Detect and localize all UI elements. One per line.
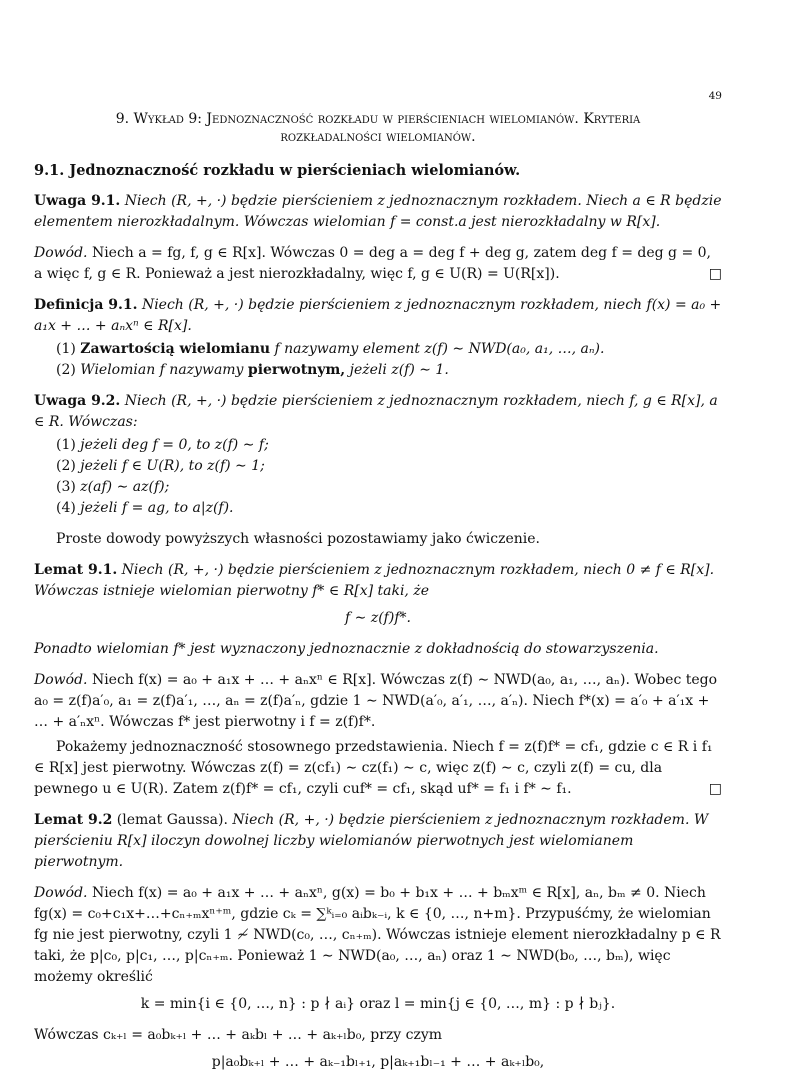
lemma-text: Niech (R, +, ·) będzie pierścieniem z jednoznacznym rozkładem. W pierścieniu R[x] iloczyn dowolnej liczby wielomianów pierwotnych jest wielomianem pierwotnym.	[34, 812, 709, 870]
remark-9-2	[34, 391, 722, 433]
item-number: (4)	[56, 500, 76, 516]
remark-label: Uwaga 9.1.	[34, 193, 121, 209]
lemma-paren: (lemat Gaussa).	[116, 812, 228, 828]
remark-text: Niech (R, +, ·) będzie pierścieniem z jednoznacznym rozkładem. Niech a ∈ R będzie elementem nierozkładalnym. Wówczas wielomian f = const.a jest nierozkładalny w R[x].	[34, 193, 722, 230]
qed-symbol: □	[708, 266, 722, 282]
page-number: 49	[708, 90, 722, 102]
proof-label: Dowód.	[34, 885, 88, 901]
lemma-formula: f ∼ z(f)f*.	[345, 610, 411, 626]
remark-items	[34, 435, 722, 519]
remark-note: Proste dowody powyższych własności pozostawiamy jako ćwiczenie.	[56, 531, 540, 547]
remark-9-1	[34, 191, 722, 233]
proof-label: Dowód.	[34, 672, 88, 688]
chapter-title	[34, 110, 722, 146]
item-number: (1)	[56, 437, 76, 453]
definition-item	[34, 339, 722, 360]
section-title	[34, 160, 722, 181]
chapter-title-line1: 9. Wykład 9: Jednoznaczność rozkładu w pierścieniach wielomianów. Kryteria	[115, 111, 641, 127]
item-number: (3)	[56, 479, 76, 495]
definition-9-1	[34, 295, 722, 337]
chapter-title-line2: rozkładalności wielomianów.	[280, 129, 476, 145]
lemma-text-continued: Ponadto wielomian f* jest wyznaczony jednoznacznie z dokładnością do stowarzyszenia.	[34, 641, 659, 657]
proof-lemma-9-1	[34, 670, 722, 733]
proof-text: Pokażemy jednoznaczność stosownego przedstawienia. Niech f = z(f)f* = cf₁, gdzie c ∈ R i f₁ ∈ R[x] jest pierwotny. Wówczas z(f) = z(cf₁) ∼ cz(f₁) ∼ c, więc z(f) ∼ c, czyli z(f) = cu, dla pewnego u ∈ U(R). Zatem z(f)f* = cf₁, czyli cuf* = cf₁, skąd uf* = f₁ i f* ∼ f₁.	[34, 739, 713, 797]
remark-item	[34, 498, 722, 519]
proof-formula-divisibility: p|a₀bₖ₊ₗ + … + aₖ₋₁bₗ₊₁, p|aₖ₊₁bₗ₋₁ + … + aₖ₊ₗb₀,	[211, 1054, 545, 1070]
item-text: jeżeli f = ag, to a|z(f).	[80, 500, 234, 516]
item-term: pierwotnym,	[247, 362, 346, 378]
proof-uniqueness	[34, 737, 722, 800]
item-text: Wielomian f nazywamy	[80, 362, 248, 378]
lemma-label: Lemat 9.2	[34, 812, 113, 828]
section-number: 9.1.	[34, 162, 65, 179]
remark-item	[34, 477, 722, 498]
lemma-label: Lemat 9.1.	[34, 562, 118, 578]
lemma-9-1	[34, 560, 722, 602]
item-term: Zawartością wielomianu	[80, 341, 271, 357]
lemma-9-2	[34, 810, 722, 873]
proof-text-continued: Wówczas cₖ₊ₗ = a₀bₖ₊ₗ + … + aₖbₗ + … + aₖ₊ₗb₀, przy czym	[34, 1027, 443, 1043]
proof-lemma-9-2	[34, 883, 722, 988]
item-number: (2)	[56, 362, 76, 378]
qed-symbol: □	[708, 781, 722, 797]
proof-formula-min: k = min{i ∈ {0, …, n} : p ∤ aᵢ} oraz l = min{j ∈ {0, …, m} : p ∤ bⱼ}.	[140, 996, 616, 1012]
item-text: f nazywamy element z(f) ∼ NWD(a₀, a₁, …, aₙ).	[270, 341, 605, 357]
item-text: z(af) ∼ az(f);	[80, 479, 170, 495]
proof-text: Niech f(x) = a₀ + a₁x + … + aₙxⁿ ∈ R[x]. Wówczas z(f) ∼ NWD(a₀, a₁, …, aₙ). Wobec tego a₀ = z(f)a′₀, a₁ = z(f)a′₁, …, aₙ = z(f)a′ₙ, gdzie 1 ∼ NWD(a′₀, a′₁, …, a′ₙ). Niech f*(x) = a′₀ + a′₁x + … + a′ₙxⁿ. Wówczas f* jest pierwotny i f = z(f)f*.	[34, 672, 718, 730]
definition-item	[34, 360, 722, 381]
item-text: jeżeli z(f) ∼ 1.	[345, 362, 449, 378]
item-number: (2)	[56, 458, 76, 474]
item-text: jeżeli f ∈ U(R), to z(f) ∼ 1;	[80, 458, 265, 474]
remark-item	[34, 456, 722, 477]
proof-text: Niech a = fg, f, g ∈ R[x]. Wówczas 0 = deg a = deg f + deg g, zatem deg f = deg g = 0, a więc f, g ∈ R. Ponieważ a jest nierozkładalny, więc f, g ∈ U(R) = U(R[x]).	[34, 245, 712, 282]
section-title-text: Jednoznaczność rozkładu w pierścieniach wielomianów.	[69, 162, 521, 179]
proof-text: Niech f(x) = a₀ + a₁x + … + aₙxⁿ, g(x) = b₀ + b₁x + … + bₘxᵐ ∈ R[x], aₙ, bₘ ≠ 0. Niech fg(x) = c₀+c₁x+…+cₙ₊ₘxⁿ⁺ᵐ, gdzie cₖ = ∑ᵏᵢ₌₀ aᵢbₖ₋ᵢ, k ∈ {0, …, n+m}. Przypuśćmy, że wielomian fg nie jest pierwotny, czyli 1 ≁ NWD(c₀, …, cₙ₊ₘ). Wówczas istnieje element nierozkładalny p ∈ R taki, że p|c₀, p|c₁, …, p|cₙ₊ₘ. Ponieważ 1 ∼ NWD(a₀, …, aₙ) oraz 1 ∼ NWD(b₀, …, bₘ), więc możemy określić	[34, 885, 721, 985]
remark-text: Niech (R, +, ·) będzie pierścieniem z jednoznacznym rozkładem, niech f, g ∈ R[x], a ∈ R. Wówczas:	[34, 393, 718, 430]
item-text: jeżeli deg f = 0, to z(f) ∼ f;	[80, 437, 269, 453]
remark-label: Uwaga 9.2.	[34, 393, 121, 409]
remark-item	[34, 435, 722, 456]
definition-items	[34, 339, 722, 381]
lemma-text: Niech (R, +, ·) będzie pierścieniem z jednoznacznym rozkładem, niech 0 ≠ f ∈ R[x]. Wówczas istnieje wielomian pierwotny f* ∈ R[x] taki, że	[34, 562, 715, 599]
page-content	[34, 110, 722, 1083]
proof-label: Dowód.	[34, 245, 88, 261]
definition-label: Definicja 9.1.	[34, 297, 138, 313]
proof-remark-9-1	[34, 243, 722, 285]
item-number: (1)	[56, 341, 76, 357]
definition-text: Niech (R, +, ·) będzie pierścieniem z jednoznacznym rozkładem, niech f(x) = a₀ + a₁x + … + aₙxⁿ ∈ R[x].	[34, 297, 722, 334]
